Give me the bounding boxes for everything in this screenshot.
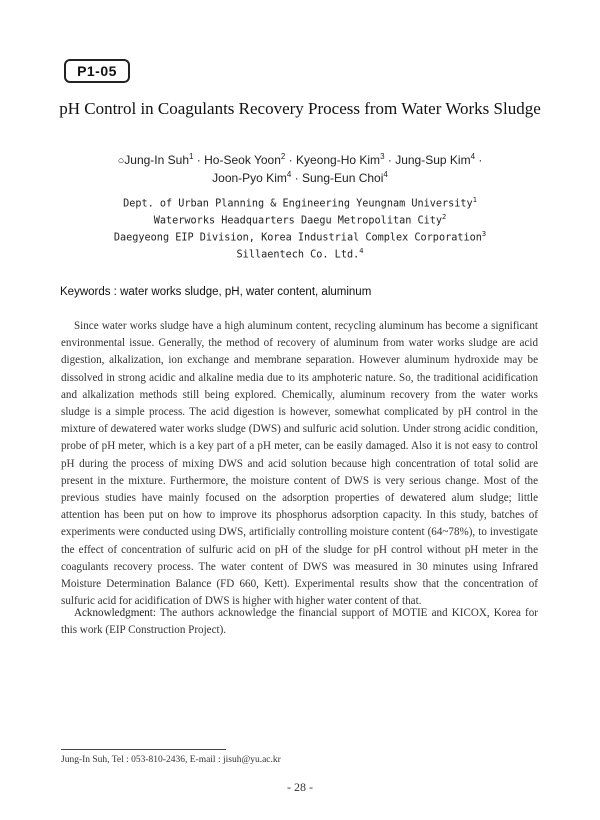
- affiliation-text: Dept. of Urban Planning & Engineering Yeungnam University: [123, 198, 473, 210]
- paper-code-badge: [64, 59, 130, 83]
- author-name: Joon-Pyo Kim: [212, 171, 287, 185]
- acknowledgment-label: Acknowledgment:: [74, 607, 156, 619]
- affiliation-4: [0, 247, 600, 260]
- author-name: Jung-Sup Kim: [395, 153, 471, 167]
- affiliation-text: Sillaentech Co. Ltd.: [236, 249, 360, 261]
- affiliation-2: [0, 213, 600, 226]
- footnote-divider: [61, 749, 226, 750]
- footnote-contact: Jung-In Suh, Tel : 053-810-2436, E-mail : jisuh@yu.ac.kr: [61, 755, 281, 765]
- author-affil-sup: 4: [286, 170, 292, 179]
- author-separator: ·: [387, 153, 392, 167]
- affiliation-sup: 1: [472, 196, 477, 204]
- affiliation-text: Daegyeong EIP Division, Korea Industrial Complex Corporation: [113, 232, 482, 244]
- keywords-line: Keywords : water works sludge, pH, water content, aluminum: [60, 286, 372, 298]
- author-separator: ·: [196, 153, 201, 167]
- affiliation-text: Waterworks Headquarters Daegu Metropolitan City: [153, 215, 443, 227]
- author-name: Jung-In Suh: [124, 153, 189, 167]
- affiliation-sup: 4: [359, 247, 364, 255]
- author-name: Ho-Seok Yoon: [204, 153, 281, 167]
- acknowledgment-paragraph: [61, 605, 538, 639]
- presenter-marker: ○: [117, 155, 125, 167]
- author-affil-sup: 2: [280, 152, 286, 161]
- author-affil-sup: 1: [189, 152, 194, 161]
- author-affil-sup: 4: [383, 170, 388, 179]
- author-name: Kyeong-Ho Kim: [296, 153, 381, 167]
- author-separator: ·: [478, 153, 483, 167]
- affiliation-1: [0, 196, 600, 209]
- page-number: - 28 -: [287, 780, 313, 794]
- author-name: Sung-Eun Choi: [302, 171, 384, 185]
- author-affil-sup: 3: [380, 152, 385, 161]
- affiliation-sup: 2: [442, 213, 447, 221]
- affiliation-sup: 3: [481, 230, 487, 238]
- author-affil-sup: 4: [470, 152, 476, 161]
- paper-code: P1-05: [77, 63, 117, 79]
- abstract-paragraph: Since water works sludge have a high aluminum content, recycling aluminum has become a significant environmental issue. Generally, the method of recovery of aluminum from water works sludge are acid digestion, alkalization, ion exchange and membrane separation. However aluminum hydroxide may be dissolved in strong acidic and alkaline media due to its amphoteric nature. So, the traditional acidification and alkalization methods still being explored. Chemically, aluminum recovery from the water works sludge is a simple process. The acid digestion is however, somewhat complicated by pH control in the mixture of dewatered water works sludge (DWS) and sulfuric acid solution. Under strong acidic condition, probe of pH meter, which is a key part of a pH meter, can be easily damaged. Also it is not easy to control pH during the process of mixing DWS and acid solution because high concentration of total solid are present in the mixture. Furthermore, the moisture content of DWS is very serious change. Most of the previous studies have mainly focused on the adsorption properties of dewatered alum sludge; little attention has been put on how to improve its phosphorus adsorption capacity. In this study, batches of experiments were conducted using DWS, artificially controlling moisture content (64~78%), to investigate the effect of concentration of sulfuric acid on pH of the sludge for pH control without pH meter in the coagulants recovery process. The water content of DWS was measured in 30 minutes using Infrared Moisture Determination Balance (FD 660, Kett). Experimental results show that the concentration of sulfuric acid for acidification of DWS is higher with higher water content of that.: [61, 320, 538, 608]
- paper-title: pH Control in Coagulants Recovery Process from Water Works Sludge: [59, 99, 541, 118]
- author-separator: ·: [288, 153, 293, 167]
- affiliation-3: [0, 230, 600, 243]
- acknowledgment-text: The authors acknowledge the financial support of MOTIE and KICOX, Korea for this work (EIP Construction Project).: [61, 607, 538, 637]
- author-line-2: [0, 170, 600, 185]
- author-line-1: [0, 152, 600, 167]
- author-separator: ·: [294, 171, 299, 185]
